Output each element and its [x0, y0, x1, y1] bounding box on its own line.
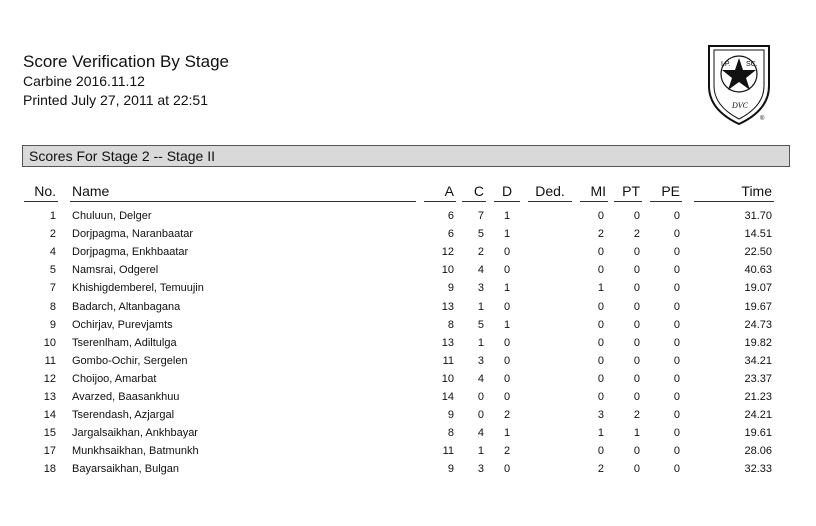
- cell-a: 13: [441, 336, 454, 349]
- cell-name: Tserenlham, Adiltulga: [72, 336, 177, 349]
- cell-pt: 2: [633, 409, 640, 422]
- cell-pt: 0: [633, 282, 640, 295]
- table-row: [0, 406, 816, 424]
- cell-c: 0: [477, 409, 484, 422]
- cell-c: 1: [477, 336, 484, 349]
- cell-no: 12: [43, 372, 56, 385]
- cell-c: 5: [477, 318, 484, 331]
- cell-pe: 0: [673, 300, 680, 313]
- cell-d: 2: [503, 445, 511, 458]
- underline-d: [494, 201, 520, 202]
- match-name: Carbine 2016.11.12: [23, 73, 145, 89]
- table-row: [0, 207, 816, 225]
- cell-a: 9: [447, 463, 454, 476]
- cell-mi: 0: [597, 300, 604, 313]
- cell-c: 4: [477, 264, 484, 277]
- cell-mi: 0: [597, 445, 604, 458]
- table-row: [0, 352, 816, 370]
- cell-no: 8: [49, 300, 56, 313]
- cell-c: 3: [477, 354, 484, 367]
- cell-mi: 0: [597, 372, 604, 385]
- cell-no: 17: [43, 445, 56, 458]
- cell-pe: 0: [673, 264, 680, 277]
- cell-time: 19.82: [744, 336, 772, 349]
- table-row: [0, 442, 816, 460]
- cell-a: 6: [447, 210, 454, 222]
- cell-name: Choijoo, Amarbat: [72, 372, 157, 385]
- cell-time: 23.37: [744, 372, 772, 385]
- cell-pe: 0: [673, 463, 680, 476]
- underline-name: [70, 201, 416, 202]
- col-mi: MI: [590, 183, 606, 199]
- logo-text-right: SC.: [746, 61, 758, 68]
- cell-pe: 0: [673, 228, 680, 241]
- table-row: [0, 388, 816, 406]
- cell-name: Chuluun, Delger: [72, 210, 152, 222]
- cell-a: 8: [447, 427, 454, 440]
- cell-d: 1: [503, 318, 511, 331]
- cell-a: 11: [442, 354, 454, 367]
- cell-time: 21.23: [744, 391, 772, 403]
- cell-d: 1: [503, 210, 511, 222]
- cell-pe: 0: [673, 318, 680, 331]
- table-row: [0, 225, 816, 243]
- cell-pe: 0: [673, 282, 680, 295]
- cell-c: 4: [477, 372, 484, 385]
- cell-d: 0: [503, 246, 511, 259]
- cell-name: Avarzed, Baasankhuu: [72, 391, 180, 403]
- underline-c: [462, 201, 486, 202]
- cell-pt: 0: [633, 372, 640, 385]
- underline-no: [24, 201, 58, 202]
- cell-time: 34.21: [744, 354, 772, 367]
- underline-ded: [528, 201, 572, 202]
- col-pt: PT: [622, 183, 640, 199]
- cell-mi: 1: [597, 282, 604, 295]
- cell-mi: 0: [597, 246, 604, 259]
- cell-pt: 0: [633, 210, 640, 222]
- cell-pe: 0: [673, 391, 680, 403]
- underline-mi: [580, 201, 608, 202]
- col-c: C: [473, 183, 484, 199]
- col-name: Name: [72, 183, 110, 199]
- cell-no: 1: [49, 210, 56, 222]
- cell-pt: 0: [633, 300, 640, 313]
- col-a: A: [444, 183, 454, 199]
- ipsc-shield-logo-icon: [706, 44, 772, 126]
- cell-d: 0: [503, 336, 511, 349]
- cell-no: 2: [49, 228, 56, 241]
- table-row: [0, 243, 816, 261]
- cell-a: 6: [447, 228, 454, 241]
- cell-time: 14.51: [744, 228, 772, 241]
- table-row: [0, 279, 816, 297]
- cell-no: 18: [43, 463, 56, 476]
- cell-time: 24.21: [744, 409, 772, 422]
- cell-d: 1: [503, 228, 511, 241]
- cell-c: 0: [477, 391, 484, 403]
- cell-a: 9: [447, 409, 454, 422]
- cell-pe: 0: [673, 445, 680, 458]
- cell-no: 7: [49, 282, 56, 295]
- cell-mi: 0: [597, 391, 604, 403]
- cell-mi: 0: [597, 264, 604, 277]
- cell-time: 31.70: [744, 210, 772, 222]
- cell-pe: 0: [673, 210, 680, 222]
- underline-pt: [614, 201, 642, 202]
- cell-a: 9: [447, 282, 454, 295]
- cell-d: 0: [503, 463, 511, 476]
- cell-pe: 0: [673, 354, 680, 367]
- cell-pt: 0: [633, 391, 640, 403]
- report-title: Score Verification By Stage: [23, 52, 230, 71]
- cell-mi: 1: [597, 427, 604, 440]
- cell-c: 1: [477, 300, 484, 313]
- table-row: [0, 334, 816, 352]
- cell-c: 3: [477, 282, 484, 295]
- cell-name: Dorjpagma, Naranbaatar: [72, 228, 194, 241]
- cell-c: 3: [477, 463, 484, 476]
- cell-c: 4: [477, 427, 484, 440]
- cell-pe: 0: [673, 427, 680, 440]
- cell-mi: 0: [597, 318, 604, 331]
- cell-pt: 0: [633, 336, 640, 349]
- col-ded: Ded.: [535, 183, 565, 199]
- cell-c: 1: [477, 445, 484, 458]
- cell-pe: 0: [673, 409, 680, 422]
- cell-d: 0: [503, 264, 511, 277]
- cell-pe: 0: [673, 246, 680, 259]
- cell-name: Tserendash, Azjargal: [72, 409, 175, 422]
- cell-name: Ochirjav, Purevjamts: [72, 318, 173, 331]
- report-header: [23, 52, 229, 110]
- cell-no: 14: [43, 409, 56, 422]
- logo-motto: DVC: [732, 101, 748, 110]
- cell-time: 19.67: [744, 300, 772, 313]
- cell-pt: 0: [633, 264, 640, 277]
- table-row: [0, 424, 816, 442]
- cell-time: 40.63: [744, 264, 772, 277]
- cell-pt: 1: [633, 427, 640, 440]
- underline-pe: [650, 201, 682, 202]
- cell-pt: 0: [633, 445, 640, 458]
- table-row: [0, 316, 816, 334]
- cell-mi: 0: [597, 210, 604, 222]
- cell-d: 2: [503, 409, 511, 422]
- cell-pt: 2: [633, 228, 640, 241]
- cell-pt: 0: [633, 354, 640, 367]
- cell-mi: 2: [597, 228, 604, 241]
- cell-time: 24.73: [744, 318, 772, 331]
- logo-text-left: I.P.: [721, 61, 731, 68]
- cell-a: 10: [441, 264, 454, 277]
- cell-a: 14: [441, 391, 454, 403]
- cell-name: Bayarsaikhan, Bulgan: [72, 463, 180, 476]
- cell-c: 2: [477, 246, 484, 259]
- cell-pt: 0: [633, 318, 640, 331]
- col-pe: PE: [661, 183, 680, 199]
- cell-c: 5: [477, 228, 484, 241]
- cell-a: 8: [447, 318, 454, 331]
- cell-pt: 0: [633, 246, 640, 259]
- cell-a: 12: [441, 246, 454, 259]
- cell-d: 1: [503, 427, 511, 440]
- cell-a: 10: [441, 372, 454, 385]
- cell-name: Munkhsaikhan, Batmunkh: [72, 445, 199, 458]
- cell-time: 19.61: [744, 427, 772, 440]
- table-row: [0, 298, 816, 316]
- cell-a: 11: [442, 445, 454, 458]
- cell-d: 0: [503, 391, 511, 403]
- cell-no: 13: [43, 391, 56, 403]
- cell-a: 13: [441, 300, 454, 313]
- cell-name: Jargalsaikhan, Ankhbayar: [72, 427, 198, 440]
- table-row: [0, 370, 816, 388]
- cell-no: 9: [49, 318, 56, 331]
- table-row: [0, 261, 816, 279]
- cell-name: Badarch, Altanbagana: [72, 300, 181, 313]
- underline-time: [694, 201, 774, 202]
- col-time: Time: [741, 183, 772, 199]
- cell-d: 0: [503, 354, 511, 367]
- col-d: D: [501, 183, 513, 199]
- cell-mi: 0: [597, 336, 604, 349]
- cell-no: 15: [43, 427, 56, 440]
- cell-time: 32.33: [744, 463, 772, 476]
- printed-date: Printed July 27, 2011 at 22:51: [23, 92, 208, 108]
- cell-d: 0: [503, 300, 511, 313]
- cell-pt: 0: [633, 463, 640, 476]
- cell-pe: 0: [673, 336, 680, 349]
- cell-mi: 2: [597, 463, 604, 476]
- cell-no: 4: [49, 246, 56, 259]
- cell-time: 22.50: [744, 246, 772, 259]
- cell-name: Gombo-Ochir, Sergelen: [72, 354, 188, 367]
- cell-c: 7: [477, 210, 484, 222]
- cell-no: 5: [49, 264, 56, 277]
- cell-no: 11: [44, 354, 56, 367]
- cell-time: 28.06: [744, 445, 772, 458]
- underline-a: [424, 201, 456, 202]
- stage-bar: Scores For Stage 2 -- Stage II: [22, 145, 790, 167]
- cell-mi: 3: [597, 409, 604, 422]
- cell-time: 19.07: [744, 282, 772, 295]
- table-row: [0, 460, 816, 478]
- cell-no: 10: [43, 336, 56, 349]
- col-no: No.: [34, 183, 56, 199]
- cell-name: Khishigdemberel, Temuujin: [72, 282, 204, 295]
- logo-registered-mark: ®: [760, 116, 765, 122]
- cell-mi: 0: [597, 354, 604, 367]
- cell-name: Dorjpagma, Enkhbaatar: [72, 246, 189, 259]
- cell-d: 1: [503, 282, 511, 295]
- cell-name: Namsrai, Odgerel: [72, 264, 159, 277]
- cell-pe: 0: [673, 372, 680, 385]
- cell-d: 0: [503, 372, 511, 385]
